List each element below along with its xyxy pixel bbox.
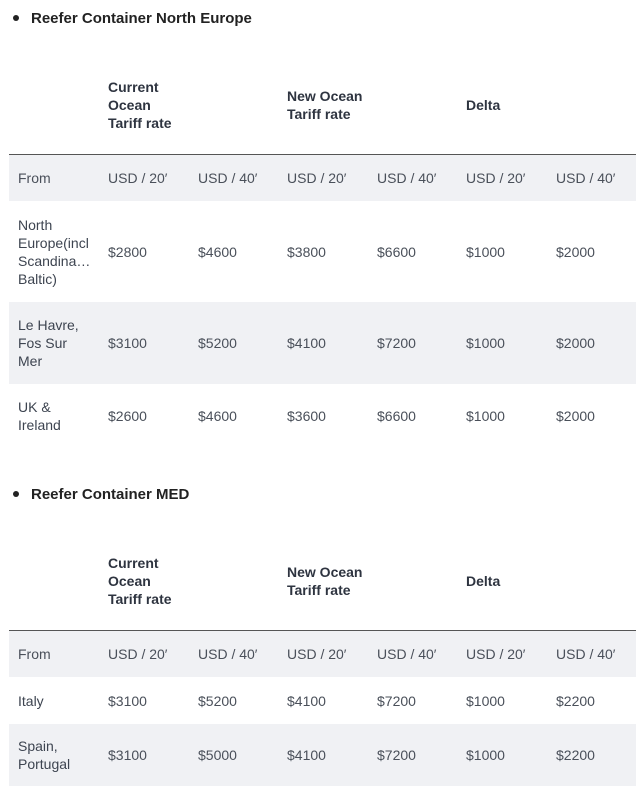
rate-cell: $2000	[547, 302, 636, 384]
units-cell: USD / 40′	[189, 155, 278, 202]
empty-header-cell	[9, 56, 99, 155]
rate-cell: $4100	[278, 724, 368, 786]
rate-cell: $5200	[198, 692, 237, 709]
rate-cell: $1000	[466, 692, 505, 709]
group-header-current: Current Ocean Tariff rate	[108, 79, 172, 131]
table-row	[9, 201, 636, 302]
group-header-delta: Delta	[466, 573, 501, 589]
rate-cell: $2800	[108, 243, 147, 260]
rate-cell: $4600	[198, 408, 237, 424]
tariff-table	[9, 56, 636, 448]
units-cell: USD / 40′	[547, 631, 636, 678]
units-cell: USD / 20′	[99, 631, 189, 678]
group-header-delta: Delta	[466, 97, 501, 113]
units-cell: USD / 20′	[278, 631, 368, 678]
rate-cell: $7200	[368, 724, 457, 786]
section-heading	[0, 0, 644, 27]
units-cell: USD / 40′	[368, 155, 457, 202]
rate-cell: $3100	[108, 692, 147, 709]
rate-cell: $6600	[377, 408, 416, 424]
rate-cell: $2000	[556, 243, 595, 260]
rate-cell: $2000	[556, 408, 595, 424]
rate-cell: $5000	[189, 724, 278, 786]
group-header-new: New Ocean Tariff rate	[287, 564, 363, 598]
rate-cell: $2600	[108, 408, 147, 424]
units-cell: USD / 20′	[99, 155, 189, 202]
units-cell: USD / 20′	[457, 155, 547, 202]
tariff-table	[9, 532, 636, 786]
from-cell: Le Havre, Fos Sur Mer	[9, 302, 99, 384]
units-cell: USD / 20′	[457, 631, 547, 678]
rate-cell: $2200	[556, 692, 595, 709]
table-row	[9, 384, 636, 448]
rate-cell: $7200	[377, 692, 416, 709]
section-title: Reefer Container North Europe	[31, 10, 252, 27]
section-heading	[0, 476, 644, 503]
from-cell: Spain, Portugal	[9, 724, 99, 786]
rate-cell: $4600	[198, 243, 237, 260]
units-cell: USD / 40′	[368, 631, 457, 678]
rate-cell: $1000	[457, 724, 547, 786]
rate-cell: $1000	[466, 243, 505, 260]
rate-cell: $3100	[99, 302, 189, 384]
units-row	[9, 155, 636, 202]
rate-cell: $2200	[547, 724, 636, 786]
bullet-icon	[13, 15, 19, 21]
group-header-current: Current Ocean Tariff rate	[108, 555, 172, 607]
group-header-new: New Ocean Tariff rate	[287, 88, 363, 122]
from-cell: North Europe(incl Scandina… Baltic)	[18, 216, 91, 287]
rate-cell: $1000	[466, 408, 505, 424]
section-med	[0, 476, 644, 794]
units-cell: USD / 40′	[189, 631, 278, 678]
bullet-icon	[13, 491, 19, 497]
rate-cell: $3800	[287, 243, 326, 260]
rate-cell: $3100	[99, 724, 189, 786]
units-row	[9, 631, 636, 678]
units-from: From	[9, 155, 99, 202]
rate-cell: $4100	[287, 692, 326, 709]
empty-header-cell	[9, 532, 99, 631]
rate-cell: $6600	[377, 243, 416, 260]
group-header-row	[9, 532, 636, 631]
rate-cell: $3600	[287, 408, 326, 424]
table-row	[9, 724, 636, 786]
from-cell: Italy	[18, 692, 44, 709]
units-from: From	[9, 631, 99, 678]
rate-cell: $4100	[278, 302, 368, 384]
rate-cell: $1000	[457, 302, 547, 384]
from-cell: UK & Ireland	[18, 399, 61, 433]
units-cell: USD / 20′	[278, 155, 368, 202]
group-header-row	[9, 56, 636, 155]
section-title: Reefer Container MED	[31, 486, 190, 503]
rate-cell: $5200	[189, 302, 278, 384]
table-row	[9, 677, 636, 724]
rate-cell: $7200	[368, 302, 457, 384]
table-row	[9, 302, 636, 384]
units-cell: USD / 40′	[547, 155, 636, 202]
